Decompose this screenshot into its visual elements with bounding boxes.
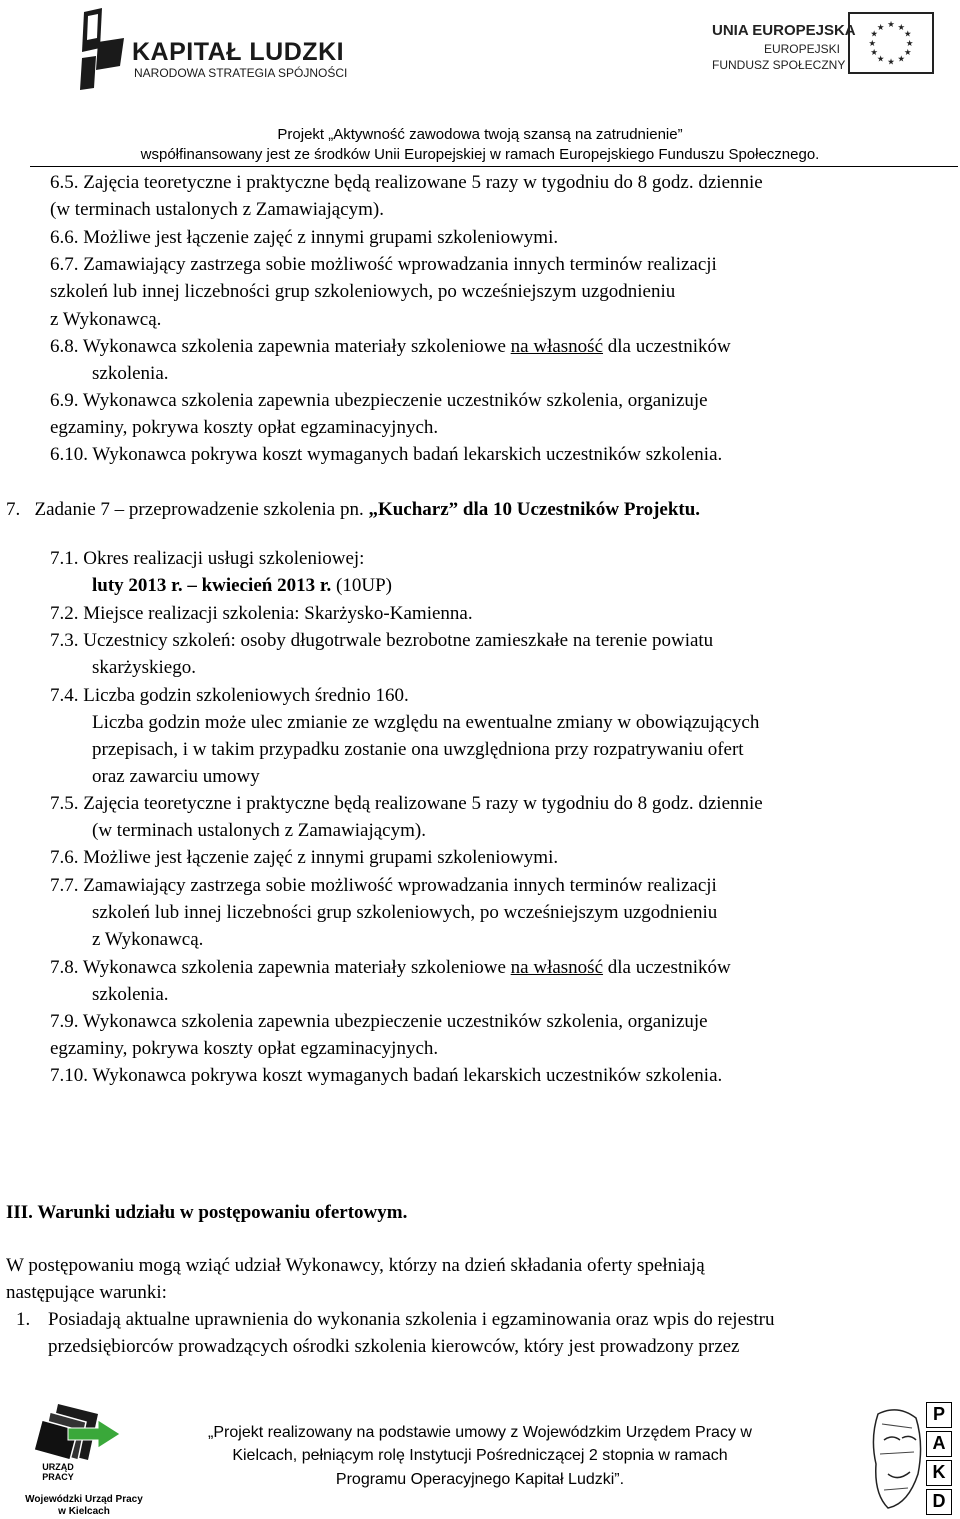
para-7-2: 7.2. Miejsce realizacji szkolenia: Skarżysko-Kamienna.: [50, 603, 473, 624]
para-6-9-line2: egzaminy, pokrywa koszty opłat egzaminacyjnych.: [50, 417, 439, 438]
para-7-1-participants: (10UP): [331, 575, 392, 596]
para-6-6: 6.6. Możliwe jest łączenie zajęć z innymi grupami szkoleniowymi.: [50, 227, 559, 248]
section-7-number: 7.: [6, 499, 21, 520]
para-6-10: 6.10. Wykonawca pokrywa koszt wymaganych badań lekarskich uczestników szkolenia.: [50, 444, 723, 465]
para-6-8-line2: szkolenia.: [92, 363, 169, 384]
para-6-8-tail: dla uczestników: [603, 336, 731, 357]
wup-name-line1: Wojewódzki Urząd Pracy: [25, 1494, 143, 1505]
svg-text:★: ★: [876, 21, 885, 32]
pakd-letter-p: P: [926, 1402, 952, 1428]
pakd-logo: [868, 1400, 956, 1516]
header-divider: [30, 166, 958, 167]
condition-1-number: 1.: [16, 1309, 31, 1330]
section-7-heading: [6, 499, 700, 521]
footer-line3: Programu Operacyjnego Kapitał Ludzki”.: [335, 1471, 625, 1488]
kapital-ludzki-subtitle: NARODOWA STRATEGIA SPÓJNOŚCI: [134, 66, 348, 80]
pakd-face-icon: [868, 1404, 926, 1512]
pakd-letter-d: D: [926, 1489, 952, 1515]
kapital-ludzki-title: KAPITAŁ LUDZKI: [132, 38, 345, 66]
eu-logo: [712, 12, 937, 84]
para-7-5-line2: (w terminach ustalonych z Zamawiającym).: [92, 820, 426, 841]
svg-text:★: ★: [887, 56, 895, 67]
para-7-7-line1: 7.7. Zamawiający zastrzega sobie możliwość wprowadzania innych terminów realizacji: [50, 875, 717, 896]
para-6-8-underlined: na własność: [510, 336, 604, 357]
footer-line1: „Projekt realizowany na podstawie umowy z Wojewódzkim Urzędem Pracy w: [208, 1424, 752, 1441]
svg-text:★: ★: [904, 47, 912, 58]
kapital-ludzki-logo: [78, 8, 378, 90]
para-6-9-line1: 6.9. Wykonawca szkolenia zapewnia ubezpieczenie uczestników szkolenia, organizuje: [50, 390, 708, 411]
condition-1-line2: przedsiębiorców prowadzących ośrodki szkolenia kierowców, który jest prowadzony przez: [48, 1336, 740, 1357]
para-7-4-note-line1: Liczba godzin może ulec zmianie ze względu na ewentualne zmiany w obowiązujących: [92, 712, 760, 733]
section-7-heading-bold: „Kucharz” dla 10 Uczestników Projektu.: [368, 499, 701, 520]
condition-1-line1: Posiadają aktualne uprawnienia do wykonania szkolenia i egzaminowania oraz wpis do rejestru: [48, 1309, 775, 1330]
eu-flag-icon: [848, 12, 934, 74]
svg-text:★: ★: [904, 28, 912, 39]
para-7-8-line2: szkolenia.: [92, 984, 169, 1005]
para-7-4: 7.4. Liczba godzin szkoleniowych średnio 160.: [50, 685, 409, 706]
svg-text:★: ★: [905, 37, 914, 48]
para-7-1-dates: luty 2013 r. – kwiecień 2013 r.: [92, 575, 332, 596]
svg-text:★: ★: [876, 53, 885, 64]
svg-text:★: ★: [897, 53, 906, 64]
eu-line-3: FUNDUSZ SPOŁECZNY: [712, 58, 846, 72]
svg-text:★: ★: [887, 19, 895, 30]
para-7-1: 7.1. Okres realizacji usługi szkoleniowej:: [50, 548, 365, 569]
section-3-intro-line1: W postępowaniu mogą wziąć udział Wykonawcy, którzy na dzień składania oferty spełniają: [6, 1255, 705, 1276]
para-7-9-line1: 7.9. Wykonawca szkolenia zapewnia ubezpieczenie uczestników szkolenia, organizuje: [50, 1011, 708, 1032]
wup-name-line2: w Kielcach: [58, 1506, 110, 1517]
para-7-10: 7.10. Wykonawca pokrywa koszt wymaganych badań lekarskich uczestników szkolenia.: [50, 1065, 723, 1086]
section-7-heading-text: Zadanie 7 – przeprowadzenie szkolenia pn.: [34, 499, 369, 520]
svg-text:★: ★: [868, 37, 877, 48]
para-7-1-period: [92, 575, 392, 597]
section-3-heading: III. Warunki udziału w postępowaniu ofertowym.: [6, 1202, 408, 1223]
para-6-8-line1: [50, 336, 731, 358]
pakd-letter-a: A: [926, 1431, 952, 1457]
svg-text:★: ★: [870, 47, 878, 58]
para-7-9-line2: egzaminy, pokrywa koszty opłat egzaminacyjnych.: [50, 1038, 439, 1059]
para-7-3-line1: 7.3. Uczestnicy szkoleń: osoby długotrwale bezrobotne zamieszkałe na terenie powiatu: [50, 630, 714, 651]
kapital-ludzki-emblem-icon: [78, 8, 128, 90]
project-title: Projekt „Aktywność zawodowa twoją szansą na zatrudnienie”: [277, 126, 683, 143]
svg-text:★: ★: [897, 21, 906, 32]
para-6-7-line3: z Wykonawcą.: [50, 309, 162, 330]
para-7-7-line3: z Wykonawcą.: [92, 929, 204, 950]
para-7-4-note-line3: oraz zawarciu umowy: [92, 766, 260, 787]
para-7-8-line1: [50, 957, 731, 979]
para-7-8-underlined: na własność: [510, 957, 604, 978]
pakd-letter-k: K: [926, 1460, 952, 1486]
para-6-8-text: 6.8. Wykonawca szkolenia zapewnia materiały szkoleniowe: [50, 336, 511, 357]
para-6-7-line1: 6.7. Zamawiający zastrzega sobie możliwość wprowadzania innych terminów realizacji: [50, 254, 717, 275]
para-7-7-line2: szkoleń lub innej liczebności grup szkoleniowych, po wcześniejszym uzgodnieniu: [92, 902, 718, 923]
project-cofinancing: współfinansowany jest ze środków Unii Europejskiej w ramach Europejskiego Funduszu Społecznego.: [140, 146, 820, 163]
para-6-5-line1: 6.5. Zajęcia teoretyczne i praktyczne będą realizowane 5 razy w tygodniu do 8 godz. dziennie: [50, 172, 763, 193]
section-3-intro-line2: następujące warunki:: [6, 1282, 167, 1303]
eu-line-1: UNIA EUROPEJSKA: [712, 22, 856, 39]
para-7-4-note-line2: przepisach, i w takim przypadku zostanie ona uwzględniona przy rozpatrywaniu ofert: [92, 739, 744, 760]
para-6-7-line2: szkoleń lub innej liczebności grup szkoleniowych, po wcześniejszym uzgodnieniu: [50, 281, 676, 302]
para-7-5-line1: 7.5. Zajęcia teoretyczne i praktyczne będą realizowane 5 razy w tygodniu do 8 godz. dziennie: [50, 793, 763, 814]
footer-line2: Kielcach, pełniącym rolę Instytucji Pośredniczącej 2 stopnia w ramach: [232, 1447, 728, 1464]
eu-line-2: EUROPEJSKI: [763, 42, 840, 56]
svg-text:★: ★: [870, 28, 878, 39]
para-7-8-text: 7.8. Wykonawca szkolenia zapewnia materiały szkoleniowe: [50, 957, 511, 978]
wup-label: URZĄD PRACY: [42, 1462, 74, 1482]
para-6-5-line2: (w terminach ustalonych z Zamawiającym).: [50, 199, 384, 220]
para-7-3-line2: skarżyskiego.: [92, 657, 196, 678]
para-7-8-tail: dla uczestników: [603, 957, 731, 978]
para-7-6: 7.6. Możliwe jest łączenie zajęć z innymi grupami szkoleniowymi.: [50, 847, 559, 868]
